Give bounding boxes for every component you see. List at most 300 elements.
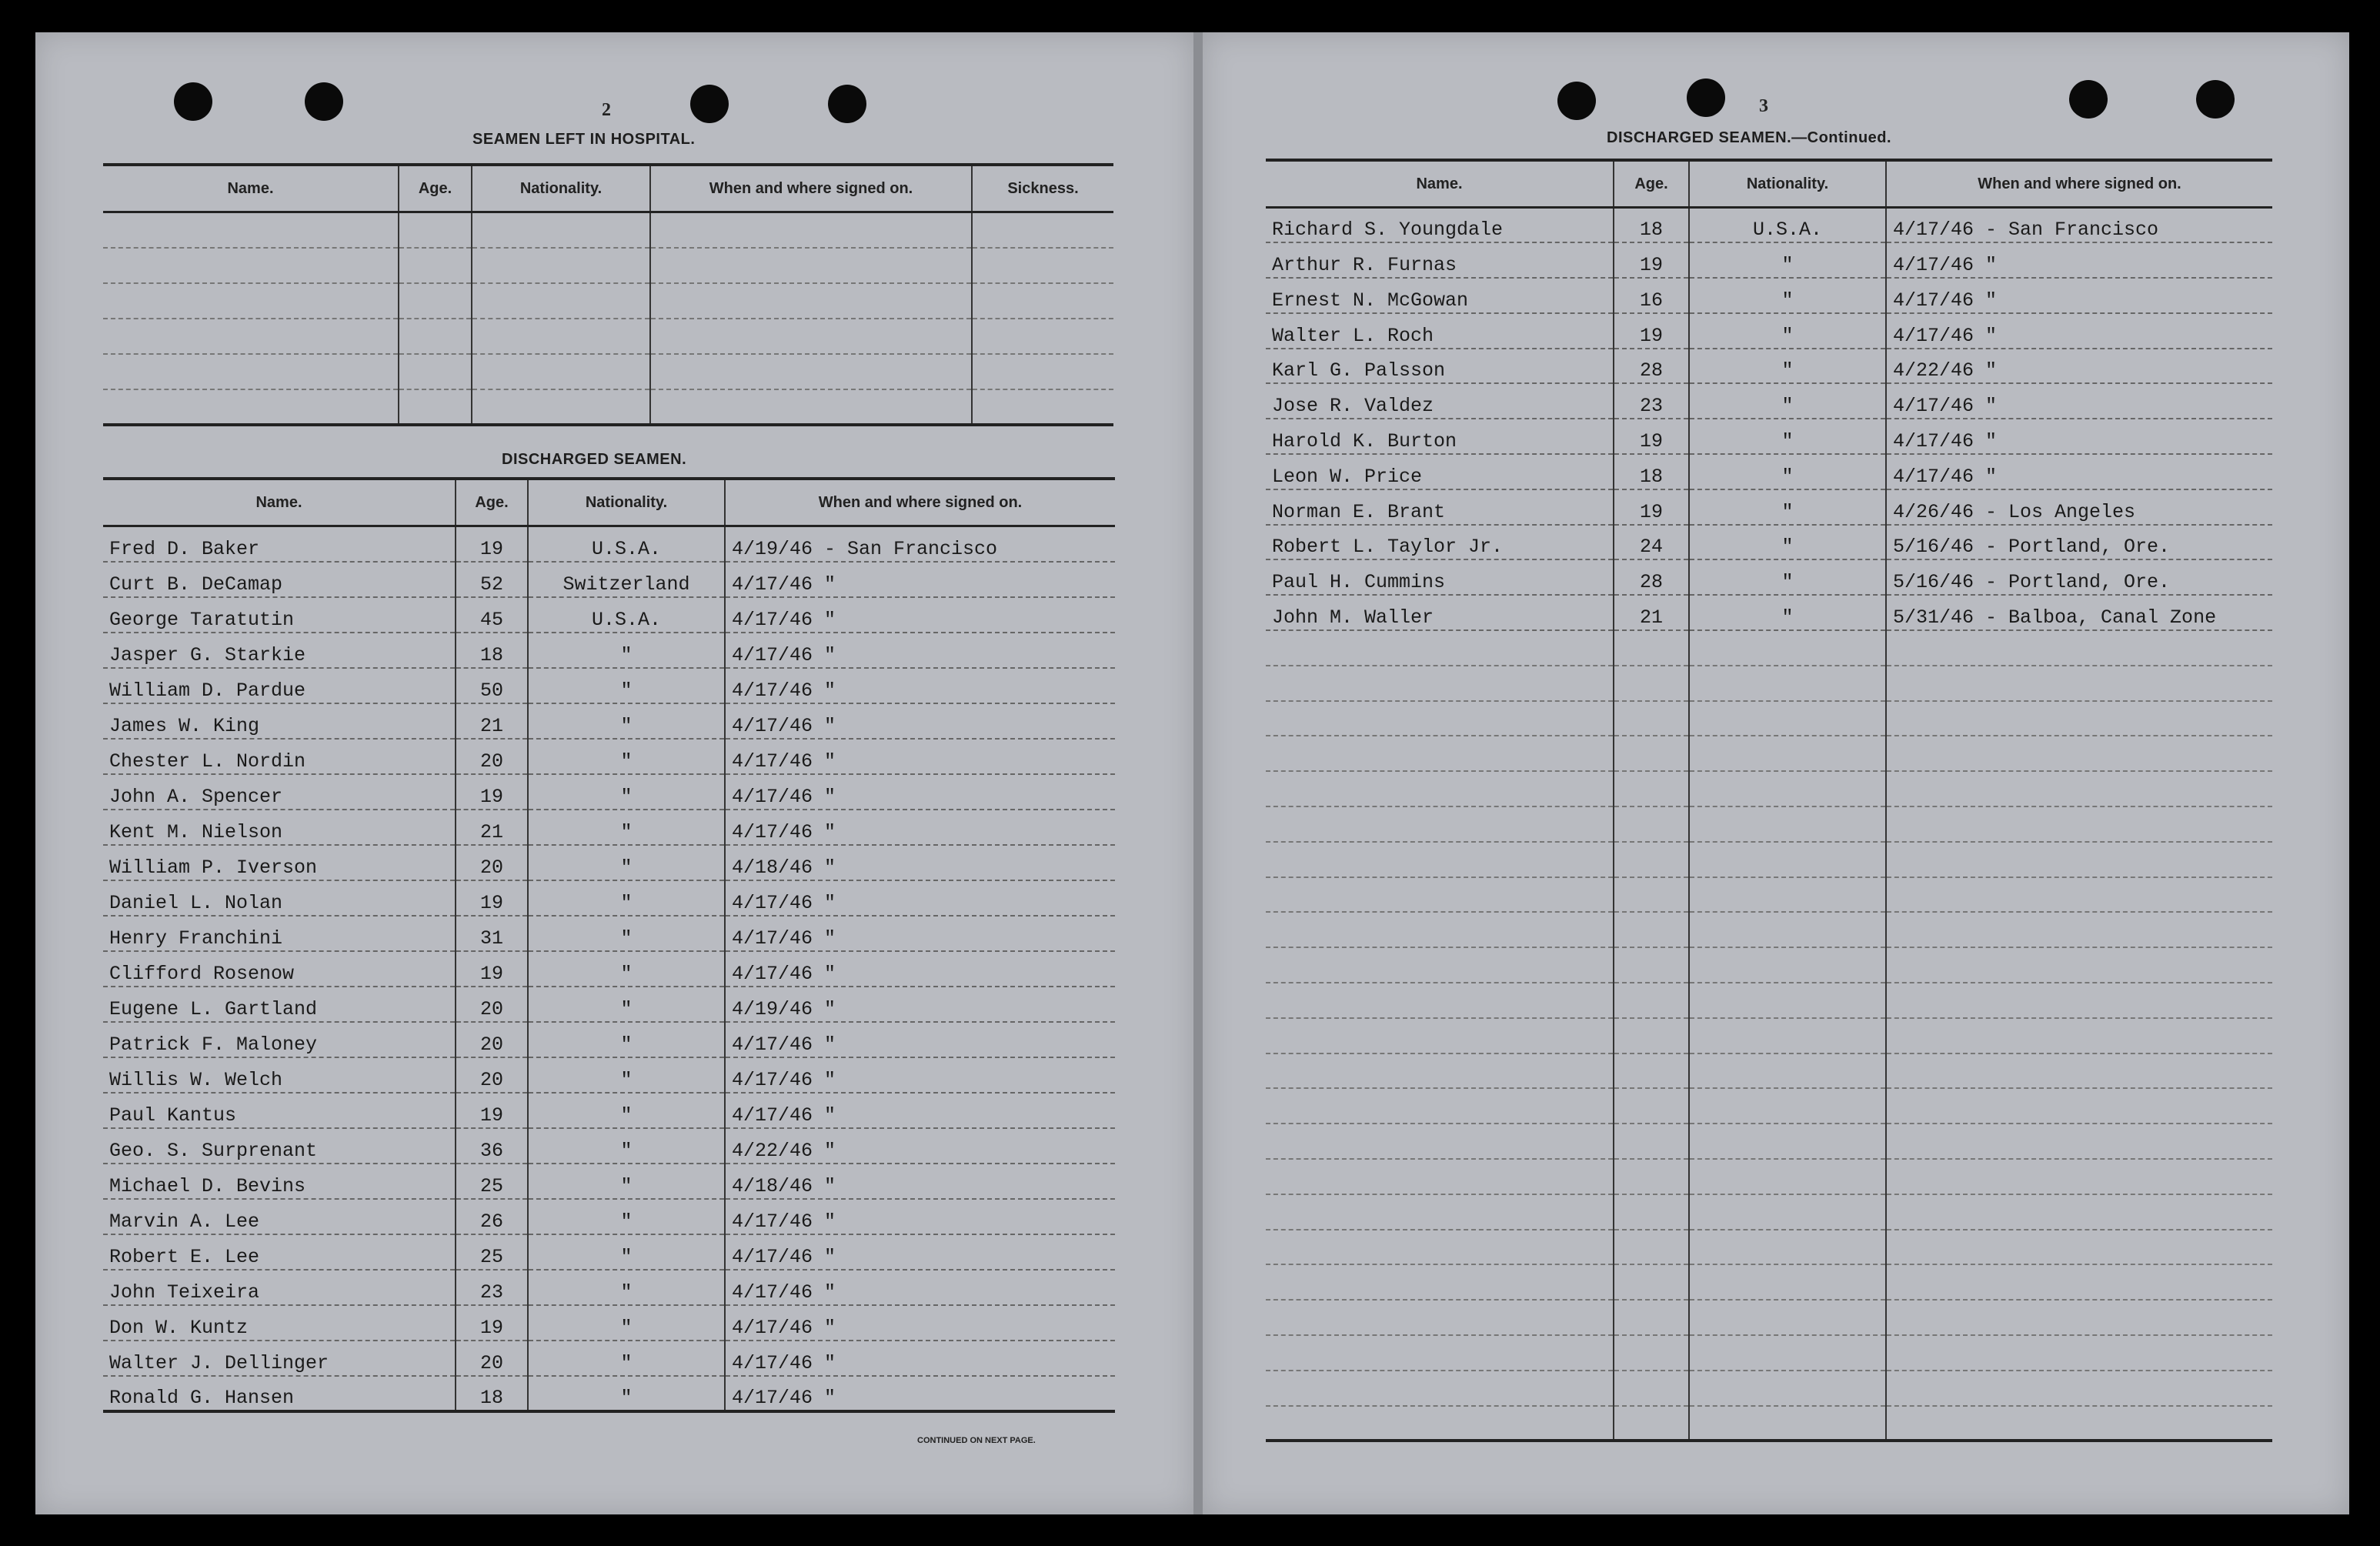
blank-cell [1266, 1018, 1614, 1053]
signed-on-cell: 4/17/46 " [725, 597, 1115, 633]
name-cell: William P. Iverson [103, 845, 456, 880]
name-cell: Walter L. Roch [1266, 313, 1614, 349]
blank-cell [1614, 1124, 1689, 1159]
name-cell: George Taratutin [103, 597, 456, 633]
name-cell: Norman E. Brant [1266, 489, 1614, 525]
blank-cell [1266, 806, 1614, 842]
blank-cell [1614, 1300, 1689, 1335]
punch-hole [2196, 80, 2235, 119]
nationality-cell: " [528, 774, 725, 810]
blank-cell [1886, 983, 2272, 1018]
signed-on-cell: 4/17/46 " [725, 1270, 1115, 1305]
nationality-cell: " [1689, 278, 1886, 313]
signed-on-cell: 4/17/46 " [725, 1376, 1115, 1411]
punch-hole [305, 82, 343, 121]
blank-cell [1614, 736, 1689, 771]
name-cell: John Teixeira [103, 1270, 456, 1305]
signed-on-cell: 4/17/46 " [725, 1093, 1115, 1128]
age-cell: 20 [456, 1057, 528, 1093]
table-row [103, 1093, 1115, 1128]
table-row [103, 633, 1115, 668]
column-header-age: Age. [399, 165, 472, 212]
name-cell: Clifford Rosenow [103, 951, 456, 987]
age-cell: 19 [456, 526, 528, 562]
blank-cell [1689, 1088, 1886, 1124]
blank-cell [1886, 1230, 2272, 1265]
blank-cell [1614, 1371, 1689, 1406]
column-header-nationality: Nationality. [472, 165, 650, 212]
signed-on-cell: 4/19/46 - San Francisco [725, 526, 1115, 562]
blank-cell [103, 212, 399, 248]
column-header-name: Name. [103, 165, 399, 212]
blank-cell [1614, 947, 1689, 983]
blank-row [103, 389, 1113, 425]
table-row [1266, 454, 2272, 489]
blank-cell [1266, 1159, 1614, 1194]
table-row [103, 597, 1115, 633]
blank-cell [972, 248, 1113, 283]
blank-cell [1266, 1406, 1614, 1441]
name-cell: Robert L. Taylor Jr. [1266, 525, 1614, 560]
blank-cell [1266, 736, 1614, 771]
punch-hole [1687, 78, 1725, 117]
blank-cell [103, 319, 399, 354]
age-cell: 20 [456, 739, 528, 774]
column-header-sickness: Sickness. [972, 165, 1113, 212]
page-number: 3 [1759, 96, 1768, 116]
blank-cell [399, 319, 472, 354]
signed-on-cell: 4/17/46 " [1886, 278, 2272, 313]
nationality-cell: " [1689, 525, 1886, 560]
name-cell: Fred D. Baker [103, 526, 456, 562]
signed-on-cell: 4/17/46 " [725, 1305, 1115, 1341]
blank-cell [1886, 1159, 2272, 1194]
age-cell: 21 [456, 703, 528, 739]
name-cell: Jose R. Valdez [1266, 383, 1614, 419]
blank-cell [1266, 983, 1614, 1018]
blank-cell [1266, 1264, 1614, 1300]
signed-on-cell: 5/31/46 - Balboa, Canal Zone [1886, 595, 2272, 630]
signed-on-cell: 4/17/46 " [725, 1057, 1115, 1093]
blank-cell [972, 354, 1113, 389]
blank-row [1266, 1124, 2272, 1159]
table-row [1266, 313, 2272, 349]
age-cell: 19 [1614, 242, 1689, 278]
table-row [103, 774, 1115, 810]
nationality-cell: " [528, 951, 725, 987]
blank-cell [1614, 630, 1689, 666]
blank-row [1266, 1230, 2272, 1265]
age-cell: 28 [1614, 349, 1689, 384]
blank-cell [1689, 666, 1886, 701]
nationality-cell: " [1689, 242, 1886, 278]
blank-cell [1689, 701, 1886, 736]
name-cell: Curt B. DeCamap [103, 562, 456, 597]
blank-cell [1886, 1335, 2272, 1371]
blank-cell [1266, 912, 1614, 947]
blank-cell [1886, 806, 2272, 842]
blank-cell [1886, 666, 2272, 701]
table-row [103, 916, 1115, 951]
table-row [1266, 489, 2272, 525]
name-cell: Eugene L. Gartland [103, 987, 456, 1022]
table-row [1266, 419, 2272, 454]
blank-cell [1614, 1053, 1689, 1089]
age-cell: 19 [1614, 419, 1689, 454]
blank-cell [1614, 912, 1689, 947]
age-cell: 16 [1614, 278, 1689, 313]
age-cell: 23 [1614, 383, 1689, 419]
age-cell: 18 [456, 633, 528, 668]
blank-cell [1266, 1088, 1614, 1124]
table-row [1266, 278, 2272, 313]
punch-hole [1557, 82, 1596, 120]
nationality-cell: " [528, 1234, 725, 1270]
signed-on-cell: 4/17/46 " [725, 1341, 1115, 1376]
blank-cell [650, 248, 972, 283]
age-cell: 31 [456, 916, 528, 951]
name-cell: James W. King [103, 703, 456, 739]
blank-cell [1689, 1124, 1886, 1159]
blank-cell [1886, 1264, 2272, 1300]
blank-row [1266, 806, 2272, 842]
nationality-cell: " [528, 845, 725, 880]
column-header-signed-on: When and where signed on. [725, 479, 1115, 526]
blank-cell [1614, 1018, 1689, 1053]
table-row [103, 1341, 1115, 1376]
blank-cell [472, 248, 650, 283]
blank-cell [1266, 1335, 1614, 1371]
blank-row [1266, 1406, 2272, 1441]
signed-on-cell: 4/17/46 " [725, 916, 1115, 951]
blank-cell [472, 389, 650, 425]
blank-cell [1886, 1406, 2272, 1441]
blank-row [103, 248, 1113, 283]
signed-on-cell: 4/17/46 " [725, 739, 1115, 774]
signed-on-cell: 4/17/46 " [725, 562, 1115, 597]
nationality-cell: " [528, 668, 725, 703]
signed-on-cell: 4/17/46 " [725, 633, 1115, 668]
blank-cell [1689, 736, 1886, 771]
blank-row [1266, 1053, 2272, 1089]
nationality-cell: " [528, 1341, 725, 1376]
nationality-cell: " [528, 880, 725, 916]
blank-row [1266, 771, 2272, 806]
blank-cell [1614, 1159, 1689, 1194]
name-cell: Kent M. Nielson [103, 810, 456, 845]
table-row [1266, 383, 2272, 419]
blank-cell [1886, 1300, 2272, 1335]
discharged-continued-title: DISCHARGED SEAMEN.—Continued. [1607, 129, 1892, 146]
signed-on-cell: 4/22/46 " [725, 1128, 1115, 1164]
blank-cell [1614, 771, 1689, 806]
column-header-nationality: Nationality. [528, 479, 725, 526]
blank-cell [1689, 1371, 1886, 1406]
table-row [103, 951, 1115, 987]
table-row [103, 1057, 1115, 1093]
blank-cell [1689, 806, 1886, 842]
table-row [103, 703, 1115, 739]
blank-cell [1614, 877, 1689, 913]
blank-cell [399, 283, 472, 319]
table-row [103, 1022, 1115, 1057]
column-header-name: Name. [1266, 160, 1614, 208]
column-header-age: Age. [456, 479, 528, 526]
punch-hole [2069, 80, 2108, 119]
blank-cell [972, 319, 1113, 354]
name-cell: Willis W. Welch [103, 1057, 456, 1093]
blank-cell [1614, 1335, 1689, 1371]
blank-cell [103, 389, 399, 425]
nationality-cell: " [528, 1199, 725, 1234]
age-cell: 19 [456, 951, 528, 987]
blank-cell [1886, 736, 2272, 771]
hospital-table [103, 163, 1113, 426]
blank-cell [1886, 1018, 2272, 1053]
nationality-cell: " [1689, 349, 1886, 384]
table-row [103, 1270, 1115, 1305]
name-cell: Chester L. Nordin [103, 739, 456, 774]
name-cell: Patrick F. Maloney [103, 1022, 456, 1057]
signed-on-cell: 4/22/46 " [1886, 349, 2272, 384]
blank-cell [1266, 1230, 1614, 1265]
blank-cell [1689, 1264, 1886, 1300]
nationality-cell: " [528, 1270, 725, 1305]
age-cell: 45 [456, 597, 528, 633]
nationality-cell: " [528, 1057, 725, 1093]
blank-cell [1614, 806, 1689, 842]
blank-cell [1689, 1406, 1886, 1441]
table-row [1266, 525, 2272, 560]
blank-row [1266, 701, 2272, 736]
signed-on-cell: 4/17/46 - San Francisco [1886, 208, 2272, 243]
name-cell: Leon W. Price [1266, 454, 1614, 489]
nationality-cell: U.S.A. [528, 597, 725, 633]
blank-cell [1689, 912, 1886, 947]
table-row [103, 810, 1115, 845]
age-cell: 19 [456, 774, 528, 810]
nationality-cell: " [1689, 595, 1886, 630]
nationality-cell: " [528, 1305, 725, 1341]
blank-cell [1689, 842, 1886, 877]
name-cell: Jasper G. Starkie [103, 633, 456, 668]
table-row [103, 1199, 1115, 1234]
blank-cell [1266, 1053, 1614, 1089]
blank-row [1266, 1300, 2272, 1335]
age-cell: 18 [1614, 454, 1689, 489]
blank-cell [1266, 842, 1614, 877]
name-cell: Karl G. Palsson [1266, 349, 1614, 384]
nationality-cell: " [528, 810, 725, 845]
punch-hole [174, 82, 212, 121]
name-cell: John M. Waller [1266, 595, 1614, 630]
blank-row [1266, 912, 2272, 947]
blank-cell [1689, 630, 1886, 666]
table-row [103, 1234, 1115, 1270]
age-cell: 36 [456, 1128, 528, 1164]
signed-on-cell: 4/17/46 " [725, 1199, 1115, 1234]
blank-cell [1886, 1124, 2272, 1159]
blank-cell [103, 248, 399, 283]
nationality-cell: " [1689, 559, 1886, 595]
nationality-cell: " [528, 987, 725, 1022]
nationality-cell: " [528, 916, 725, 951]
table-row [103, 526, 1115, 562]
signed-on-cell: 5/16/46 - Portland, Ore. [1886, 559, 2272, 595]
table-row [1266, 559, 2272, 595]
nationality-cell: " [528, 1093, 725, 1128]
signed-on-cell: 4/17/46 " [1886, 313, 2272, 349]
signed-on-cell: 4/17/46 " [1886, 242, 2272, 278]
blank-cell [1886, 947, 2272, 983]
nationality-cell: " [528, 739, 725, 774]
age-cell: 19 [1614, 313, 1689, 349]
table-row [103, 845, 1115, 880]
blank-cell [972, 283, 1113, 319]
blank-cell [1886, 701, 2272, 736]
blank-cell [1689, 1300, 1886, 1335]
age-cell: 20 [456, 1022, 528, 1057]
blank-cell [1886, 1088, 2272, 1124]
blank-cell [1689, 877, 1886, 913]
age-cell: 52 [456, 562, 528, 597]
nationality-cell: " [528, 1164, 725, 1199]
blank-cell [1886, 1371, 2272, 1406]
name-cell: John A. Spencer [103, 774, 456, 810]
blank-cell [972, 389, 1113, 425]
name-cell: Paul H. Cummins [1266, 559, 1614, 595]
blank-row [1266, 736, 2272, 771]
age-cell: 20 [456, 845, 528, 880]
blank-cell [1266, 1124, 1614, 1159]
blank-cell [399, 248, 472, 283]
blank-cell [1266, 771, 1614, 806]
table-row [103, 1376, 1115, 1411]
blank-cell [1689, 1335, 1886, 1371]
name-cell: Geo. S. Surprenant [103, 1128, 456, 1164]
nationality-cell: " [1689, 489, 1886, 525]
signed-on-cell: 4/17/46 " [725, 774, 1115, 810]
table-row [1266, 595, 2272, 630]
nationality-cell: " [528, 1022, 725, 1057]
page-number: 2 [602, 100, 611, 120]
blank-cell [399, 212, 472, 248]
hospital-section-title: SEAMEN LEFT IN HOSPITAL. [472, 131, 696, 148]
discharged-table-right [1266, 159, 2272, 1442]
table-row [103, 562, 1115, 597]
blank-cell [1886, 1194, 2272, 1230]
blank-cell [1614, 842, 1689, 877]
blank-cell [1614, 983, 1689, 1018]
blank-row [1266, 877, 2272, 913]
blank-cell [650, 283, 972, 319]
blank-row [1266, 947, 2272, 983]
name-cell: Walter J. Dellinger [103, 1341, 456, 1376]
blank-row [1266, 1335, 2272, 1371]
blank-cell [103, 354, 399, 389]
table-row [1266, 242, 2272, 278]
nationality-cell: " [1689, 383, 1886, 419]
table-row [103, 1164, 1115, 1199]
nationality-cell: Switzerland [528, 562, 725, 597]
blank-cell [472, 283, 650, 319]
blank-cell [103, 283, 399, 319]
blank-cell [1886, 630, 2272, 666]
table-row [103, 1305, 1115, 1341]
blank-row [103, 283, 1113, 319]
age-cell: 23 [456, 1270, 528, 1305]
table-row [103, 739, 1115, 774]
blank-row [103, 212, 1113, 248]
nationality-cell: " [528, 1128, 725, 1164]
blank-cell [1266, 666, 1614, 701]
signed-on-cell: 5/16/46 - Portland, Ore. [1886, 525, 2272, 560]
nationality-cell: " [1689, 313, 1886, 349]
blank-cell [1886, 912, 2272, 947]
page-fold [1193, 32, 1203, 1514]
age-cell: 20 [456, 987, 528, 1022]
blank-cell [1886, 877, 2272, 913]
signed-on-cell: 4/19/46 " [725, 987, 1115, 1022]
age-cell: 21 [456, 810, 528, 845]
discharged-section-title: DISCHARGED SEAMEN. [502, 451, 687, 468]
name-cell: Arthur R. Furnas [1266, 242, 1614, 278]
signed-on-cell: 4/17/46 " [725, 668, 1115, 703]
continued-footnote: CONTINUED ON NEXT PAGE. [917, 1436, 1036, 1445]
blank-cell [1689, 1194, 1886, 1230]
age-cell: 28 [1614, 559, 1689, 595]
punch-hole [690, 85, 729, 123]
signed-on-cell: 4/18/46 " [725, 1164, 1115, 1199]
blank-row [1266, 1264, 2272, 1300]
age-cell: 18 [1614, 208, 1689, 243]
age-cell: 25 [456, 1164, 528, 1199]
blank-cell [1689, 1053, 1886, 1089]
blank-cell [1689, 771, 1886, 806]
blank-cell [1886, 1053, 2272, 1089]
name-cell: Paul Kantus [103, 1093, 456, 1128]
punch-hole [828, 85, 866, 123]
name-cell: Harold K. Burton [1266, 419, 1614, 454]
signed-on-cell: 4/17/46 " [725, 810, 1115, 845]
age-cell: 19 [456, 880, 528, 916]
nationality-cell: " [1689, 454, 1886, 489]
name-cell: William D. Pardue [103, 668, 456, 703]
column-header-nationality: Nationality. [1689, 160, 1886, 208]
table-row [103, 987, 1115, 1022]
blank-row [1266, 666, 2272, 701]
blank-cell [1266, 1194, 1614, 1230]
blank-cell [472, 354, 650, 389]
blank-row [1266, 630, 2272, 666]
blank-cell [399, 389, 472, 425]
name-cell: Marvin A. Lee [103, 1199, 456, 1234]
blank-cell [1266, 1300, 1614, 1335]
signed-on-cell: 4/17/46 " [1886, 383, 2272, 419]
blank-cell [1614, 1264, 1689, 1300]
blank-cell [650, 319, 972, 354]
table-row [1266, 349, 2272, 384]
age-cell: 24 [1614, 525, 1689, 560]
blank-cell [1689, 983, 1886, 1018]
signed-on-cell: 4/26/46 - Los Angeles [1886, 489, 2272, 525]
table-row [103, 1128, 1115, 1164]
name-cell: Don W. Kuntz [103, 1305, 456, 1341]
blank-row [1266, 1371, 2272, 1406]
signed-on-cell: 4/17/46 " [725, 1234, 1115, 1270]
column-header-signed-on: When and where signed on. [1886, 160, 2272, 208]
name-cell: Ernest N. McGowan [1266, 278, 1614, 313]
